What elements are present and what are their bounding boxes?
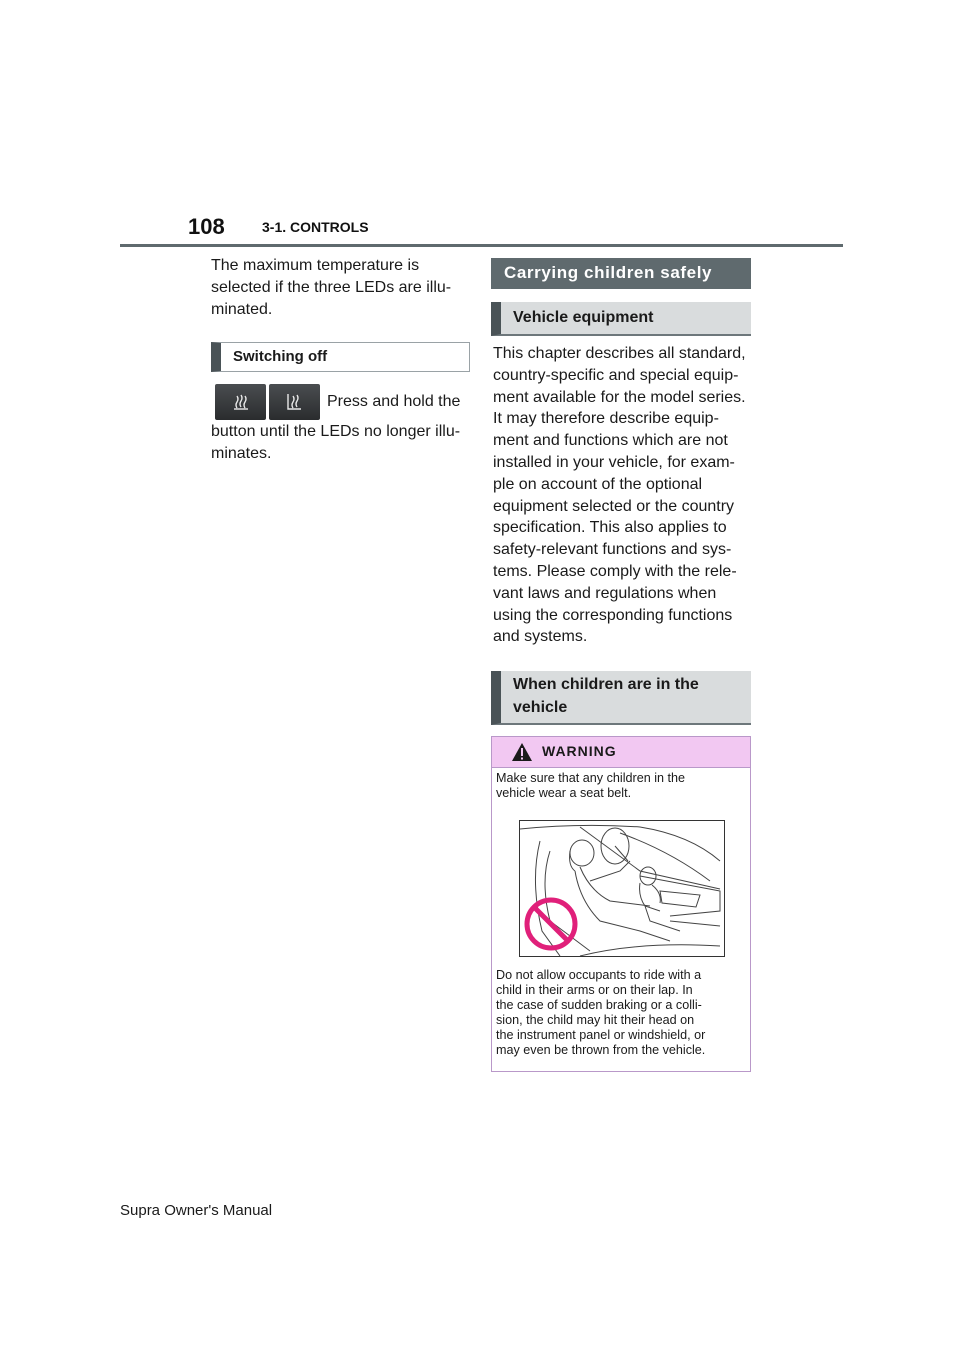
- paragraph-line: country-specific and special equip-: [493, 366, 739, 384]
- warning-line: vehicle wear a seat belt.: [496, 786, 632, 800]
- prohibited-sign-icon: [527, 900, 575, 948]
- warning-text-bottom: [496, 968, 705, 1058]
- paragraph-line: It may therefore describe equip-: [493, 410, 719, 428]
- child-on-lap-illustration: [519, 820, 725, 957]
- heading-line: vehicle: [513, 699, 568, 716]
- seat-heating-button[interactable]: [215, 384, 266, 420]
- warning-triangle-icon: [511, 742, 533, 762]
- car-interior-drawing: [520, 821, 724, 956]
- footer-manual-title: Supra Owner's Manual: [120, 1202, 273, 1219]
- warning-line: may even be thrown from the vehicle.: [496, 1043, 706, 1057]
- intro-line: The maximum temperature is: [211, 257, 420, 274]
- warning-line: Do not allow occupants to ride with a: [496, 968, 702, 982]
- intro-paragraph: [211, 255, 451, 320]
- warning-header: [492, 737, 750, 768]
- warning-line: child in their arms or on their lap. In: [496, 983, 693, 997]
- paragraph-line: specification. This also applies to: [493, 519, 727, 537]
- heading-line: When children are in the: [513, 676, 699, 693]
- warning-line: Make sure that any children in the: [496, 771, 686, 785]
- switching-off-heading: Switching off: [211, 342, 470, 372]
- warning-line: sion, the child may hit their head on: [496, 1013, 695, 1027]
- paragraph-line: using the corresponding functions: [493, 606, 733, 624]
- switching-off-paragraph: [211, 421, 460, 465]
- carrying-children-heading: Carrying children safely: [491, 258, 751, 289]
- paragraph-line: installed in your vehicle, for exam-: [493, 453, 735, 471]
- paragraph-line: This chapter describes all standard,: [493, 345, 746, 362]
- warning-line: the case of sudden braking or a colli-: [496, 998, 702, 1012]
- paragraph-line: and systems.: [493, 628, 588, 646]
- press-hold-text: Press and hold the: [327, 393, 461, 410]
- paragraph-line: safety-relevant functions and sys-: [493, 541, 732, 559]
- warning-line: the instrument panel or windshield, or: [496, 1028, 706, 1042]
- warning-title: WARNING: [542, 743, 617, 759]
- warning-box: [491, 736, 751, 1072]
- paragraph-line: vant laws and regulations when: [493, 584, 717, 602]
- vehicle-equipment-paragraph: [493, 343, 746, 648]
- seat-backrest-heating-button[interactable]: [269, 384, 320, 420]
- continuation-line: minates.: [211, 444, 272, 462]
- header-rule: [120, 244, 843, 247]
- continuation-line: button until the LEDs no longer illu-: [211, 423, 461, 440]
- paragraph-line: ment and functions which are not: [493, 432, 728, 450]
- intro-line: minated.: [211, 300, 273, 318]
- paragraph-line: tems. Please comply with the rele-: [493, 562, 737, 580]
- paragraph-line: ment available for the model series.: [493, 388, 746, 406]
- section-label: 3-1. CONTROLS: [262, 219, 369, 235]
- page-number: 108: [188, 214, 225, 239]
- paragraph-line: equipment selected or the country: [493, 497, 735, 515]
- seat-heating-icon: [215, 384, 266, 420]
- paragraph-line: ple on account of the optional: [493, 475, 703, 493]
- vehicle-equipment-heading: Vehicle equipment: [491, 302, 751, 336]
- children-in-vehicle-heading: [491, 671, 751, 725]
- intro-line: selected if the three LEDs are illu-: [211, 278, 452, 296]
- seat-backrest-heating-icon: [269, 384, 320, 420]
- warning-text-top: [496, 771, 685, 801]
